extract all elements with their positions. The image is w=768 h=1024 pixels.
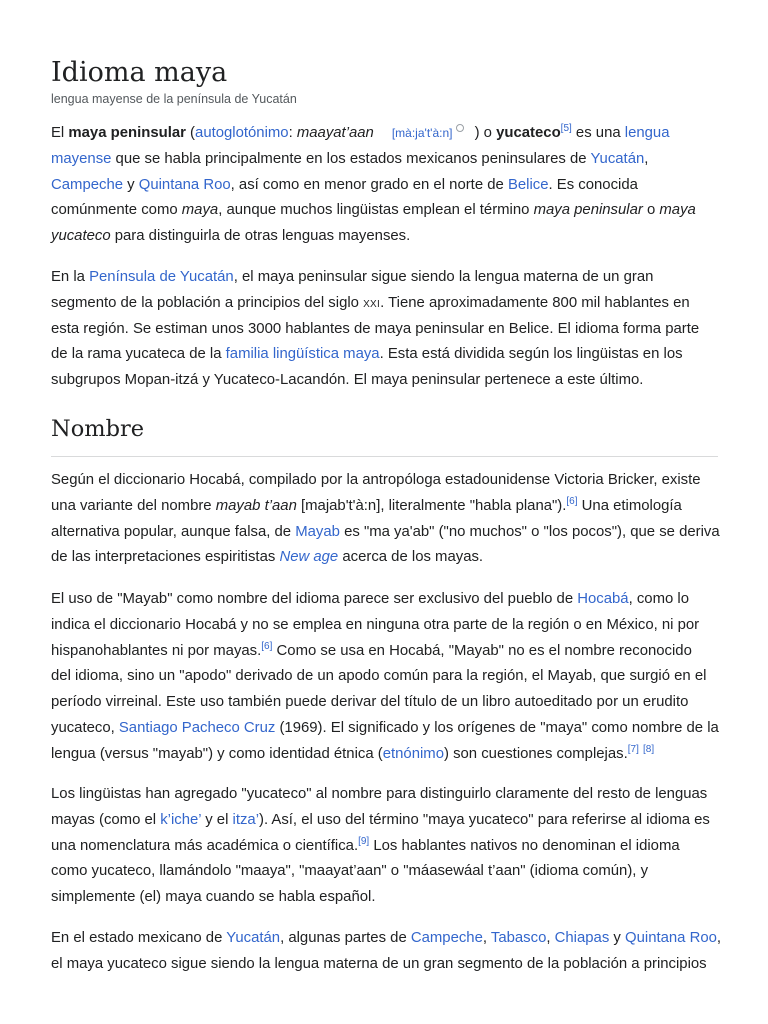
nombre-paragraph-3 [51,782,718,911]
link-autoglotonimo[interactable]: autoglotónimo [195,125,289,141]
text-line: Los lingüistas han agregado "yucateco" al nombre para distinguirlo claramente del resto de lenguas [51,786,708,802]
text-line: segmento de la población a principios del siglo xxi. Tiene aproximadamente 800 mil hablantes en [51,294,690,311]
link-kiche[interactable]: k’iche’ [160,811,202,828]
ipa-link[interactable]: [mà:ja't'à:n] [391,126,453,140]
link-new-age[interactable]: New age [279,549,339,566]
text-line: yucateco para distinguirla de otras lenguas mayenses. [51,228,411,245]
text-line: período virreinal. Este uso también puede derivar del título de un libro autoeditado por un erudito [51,694,689,711]
link-familia-linguistica[interactable]: familia lingüística maya [225,346,380,363]
ref-9[interactable]: [9] [358,835,370,847]
link-tabasco[interactable]: Tabasco [490,930,547,946]
text-line: como yucateco, llamándolo "maaya", "maayat’aan" o "máasewáal t’aan" (idioma común), y [51,863,649,880]
link-yucatan[interactable]: Yucatán [226,930,281,946]
ref-8[interactable]: [8] [643,743,655,755]
ref-6[interactable]: [6] [261,640,273,652]
text-line: En el estado mexicano de Yucatán, algunas partes de Campeche, Tabasco, Chiapas y Quintana Roo, [51,930,722,946]
text-line: de las interpretaciones espiritistas New age acerca de los mayas. [51,549,484,566]
text-line: El maya peninsular (autoglotónimo: maayat’aan [mà:ja't'à:n] ) o yucateco[5] es una lengua [51,123,670,141]
link-mayense[interactable]: mayense [51,150,112,167]
link-lengua[interactable]: lengua [624,125,670,141]
link-peninsula-yucatan[interactable]: Península de Yucatán [89,269,234,285]
text-line: lengua (versus "mayab") y como identidad étnica (etnónimo) son cuestiones complejas.[7] [8] [51,743,655,762]
text-line: Según el diccionario Hocabá, compilado por la antropóloga estadounidense Victoria Bricker, existe [51,472,701,488]
page-subtitle: lengua mayense de la península de Yucatán [51,92,297,106]
nombre-paragraph-1 [51,468,718,571]
text-line: esta región. Se estiman unos 3000 hablantes de maya peninsular en Belice. El idioma forma parte [51,320,700,337]
ref-5[interactable]: [5] [560,123,572,134]
section-divider [51,456,718,457]
link-chiapas[interactable]: Chiapas [554,930,610,946]
link-quintana-roo[interactable]: Quintana Roo [625,930,717,946]
link-belice[interactable]: Belice [507,176,549,193]
ref-6[interactable]: [6] [566,495,578,507]
text-line: yucateco, Santiago Pacheco Cruz (1969). El significado y los orígenes de "maya" como nombre de la [51,719,719,736]
intro-paragraph-1 [51,121,718,250]
nombre-paragraph-2 [51,587,718,768]
text-line: simplemente (el) maya cuando se habla español. [51,889,376,906]
intro-paragraph-2 [51,265,718,394]
text-line: comúnmente como maya, aunque muchos lingüistas emplean el término maya peninsular o maya [51,202,696,219]
text-line: subgrupos Mopan-itzá y Yucateco-Lacandón. El maya peninsular pertenece a este último. [51,372,644,389]
text-line: alternativa popular, aunque falsa, de Mayab es "ma ya'ab" ("no muchos" o "los pocos"), que se deriva [51,523,720,540]
nombre-paragraph-4 [51,926,722,978]
link-etnonimo[interactable]: etnónimo [382,745,444,762]
text-line: mayense que se habla principalmente en los estados mexicanos peninsulares de Yucatán, [51,150,649,167]
link-hocaba[interactable]: Hocabá [577,591,629,607]
text-line: hispanohablantes ni por mayas.[6] Como se usa en Hocabá, "Mayab" no es el nombre reconocido [51,640,692,659]
text-line: el maya yucateco sigue siendo la lengua materna de un gran segmento de la población a principios [51,955,707,972]
link-quintana-roo[interactable]: Quintana Roo [138,176,231,193]
text-line: mayas (como el k’iche’ y el itza’). Así, el uso del término "maya yucateco" para referirse al idioma es [51,811,710,828]
text-line: del idioma, sino un "apodo" derivado de un apodo común para la región, el Mayab, que surgió en el [51,668,707,685]
info-icon[interactable] [456,124,464,132]
ref-7[interactable]: [7] [627,743,639,755]
link-mayab[interactable]: Mayab [295,523,340,540]
text-line: indica el diccionario Hocabá y no se emplea en ninguna otra parte de la región o en México, ni por [51,616,700,633]
text-line: Campeche y Quintana Roo, así como en menor grado en el norte de Belice. Es conocida [51,176,638,193]
text-line: El uso de "Mayab" como nombre del idioma parece ser exclusivo del pueblo de Hocabá, como lo [51,591,689,607]
link-santiago-pacheco-cruz[interactable]: Santiago Pacheco Cruz [118,719,276,736]
section-heading-nombre: Nombre [51,416,145,442]
link-campeche[interactable]: Campeche [51,176,124,193]
text-line: una nomenclatura más académica o científica.[9] Los hablantes nativos no denominan el idioma [51,835,680,854]
bold-term: maya peninsular [68,125,186,141]
link-yucatan[interactable]: Yucatán [590,150,645,167]
text-line: de la rama yucateca de la familia lingüística maya. Esta está dividida según los lingüistas en los [51,346,683,363]
link-campeche[interactable]: Campeche [410,930,483,946]
page-title: Idioma maya [51,57,228,88]
link-itza[interactable]: itza’ [232,811,259,828]
text-line: En la Península de Yucatán, el maya peninsular sigue siendo la lengua materna de un gran [51,269,654,285]
text-line: una variante del nombre mayab t’aan [majab't'à:n], literalmente "habla plana").[6] Una etimología [51,495,682,514]
